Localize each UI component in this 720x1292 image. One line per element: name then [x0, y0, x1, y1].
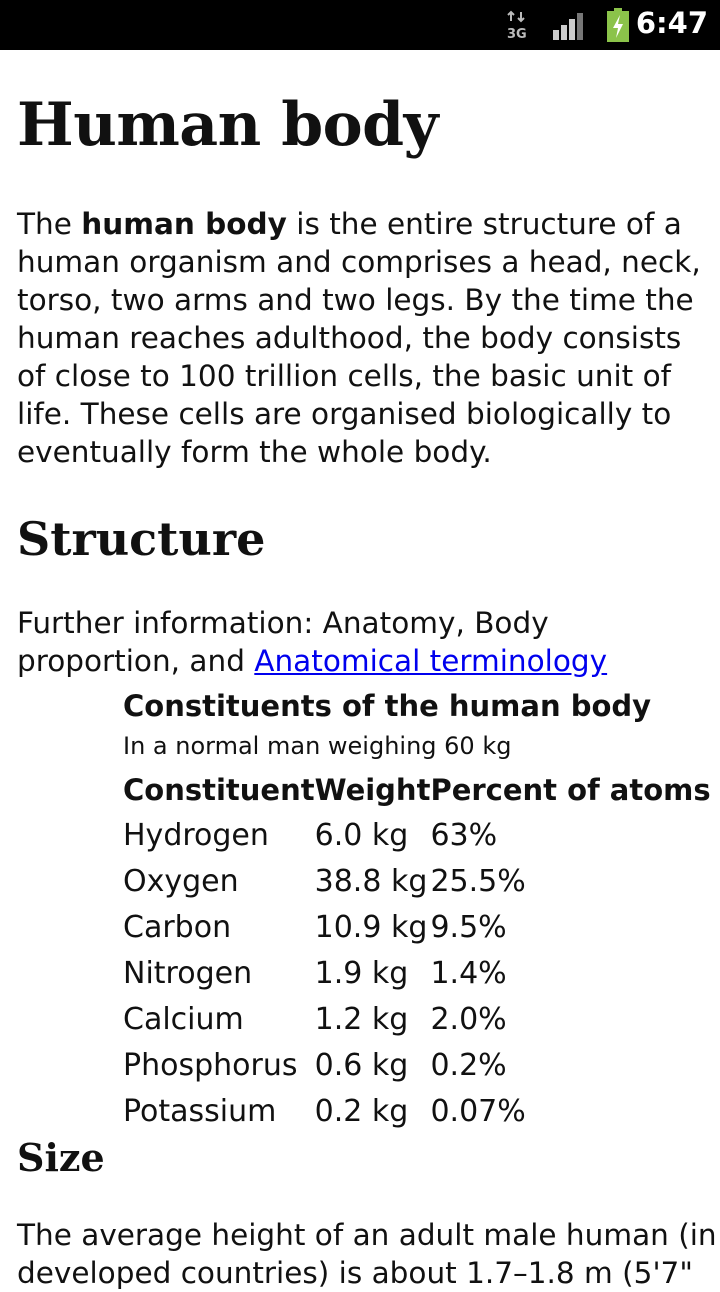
table-row [123, 1088, 711, 1134]
cell-percent: 63% [430, 817, 498, 853]
table-row [123, 996, 711, 1042]
constituents-data-table [123, 768, 711, 1134]
cell-weight: 10.9 kg [314, 909, 428, 945]
table-row [123, 858, 711, 904]
cell-weight: 6.0 kg [314, 817, 409, 853]
table-header-row [123, 768, 711, 812]
battery-charging-icon [606, 8, 630, 42]
cell-constituent: Nitrogen [123, 955, 253, 991]
cell-weight: 1.9 kg [314, 955, 409, 991]
cell-percent: 0.2% [430, 1047, 507, 1083]
cell-constituent: Calcium [123, 1001, 244, 1037]
cell-weight: 0.2 kg [314, 1093, 409, 1129]
section-heading-structure: Structure [17, 512, 266, 566]
cell-constituent: Hydrogen [123, 817, 269, 853]
table-row [123, 812, 711, 858]
cell-constituent: Phosphorus [123, 1047, 298, 1083]
intro-paragraph [17, 205, 707, 471]
further-information [17, 604, 707, 680]
cell-weight: 38.8 kg [314, 863, 428, 899]
signal-icon [551, 12, 585, 40]
data-3g-icon [506, 10, 530, 40]
table-row [123, 950, 711, 996]
header-weight: Weight [314, 773, 431, 807]
size-paragraph: The average height of an adult male human (in developed countries) is about 1.7–1.8 m (5'7" [17, 1218, 717, 1290]
constituents-table [123, 686, 711, 1134]
cell-weight: 0.6 kg [314, 1047, 409, 1083]
cell-weight: 1.2 kg [314, 1001, 409, 1037]
intro-bold-term: human body [81, 207, 287, 241]
further-info-text: Further information: Anatomy, Body proportion, and [17, 606, 549, 678]
anatomical-terminology-link[interactable]: Anatomical terminology [254, 644, 608, 678]
header-percent-atoms: Percent of atoms [430, 773, 711, 807]
table-row [123, 904, 711, 950]
cell-percent: 0.07% [430, 1093, 526, 1129]
cell-percent: 9.5% [430, 909, 507, 945]
cell-constituent: Carbon [123, 909, 232, 945]
status-bar [0, 0, 720, 50]
header-constituent: Constituent [123, 773, 315, 807]
intro-text-start: The [17, 207, 82, 241]
table-row [123, 1042, 711, 1088]
cell-constituent: Potassium [123, 1093, 277, 1129]
clock-time: 6:47 [635, 6, 708, 40]
table-title: Constituents of the human body [123, 689, 652, 723]
cell-percent: 25.5% [430, 863, 526, 899]
intro-text-rest: is the entire structure of a human organism and comprises a head, neck, torso, two arms and two legs. By the time the human reaches adulthood, the body consists of close to 100 trillion cells, the basic unit of life. These cells are organised biologically to eventually form the whole body. [17, 207, 701, 469]
page-title: Human body [17, 90, 438, 160]
table-subtitle: In a normal man weighing 60 kg [123, 732, 512, 760]
cell-percent: 2.0% [430, 1001, 507, 1037]
section-heading-size: Size [17, 1135, 105, 1180]
cell-constituent: Oxygen [123, 863, 239, 899]
svg-text:3G: 3G [507, 27, 527, 40]
cell-percent: 1.4% [430, 955, 507, 991]
